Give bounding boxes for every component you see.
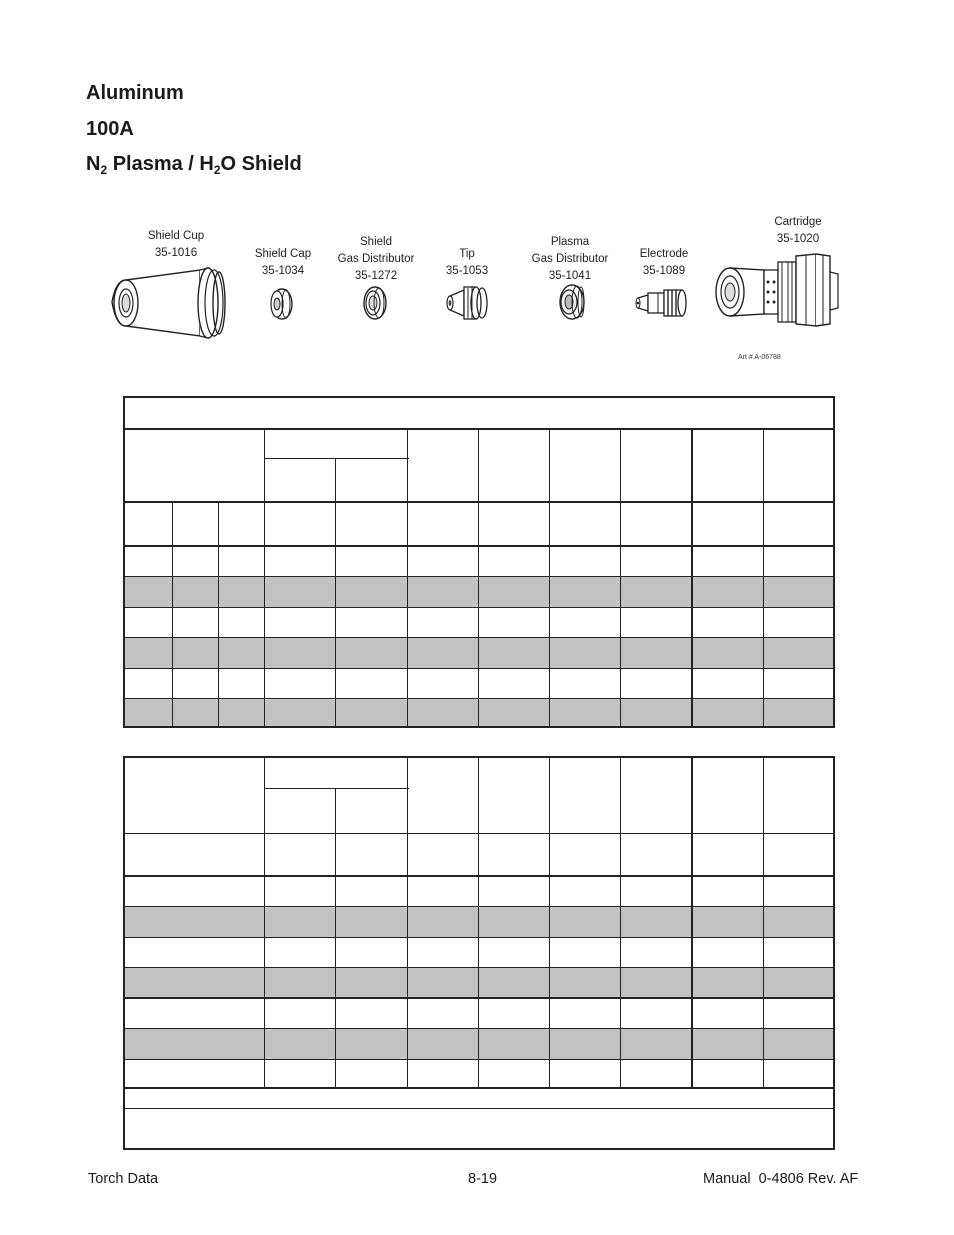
part-label-shield-cup: Shield Cup 35-1016 bbox=[147, 230, 205, 259]
plasma-gas-distributor-drawing bbox=[554, 282, 590, 322]
part-label-shield-cap: Shield Cap 35-1034 bbox=[254, 248, 312, 277]
part-label-electrode: Electrode 35-1089 bbox=[639, 248, 689, 277]
table-row bbox=[125, 907, 833, 937]
amperage-heading: 100A bbox=[86, 118, 134, 140]
part-label-shield-gas-distributor: Shield Gas Distributor 35-1272 bbox=[337, 236, 415, 282]
table-row bbox=[125, 638, 833, 668]
footer-manual-number: Manual 0-4806 Rev. AF bbox=[703, 1171, 859, 1187]
footer-page-number: 8-19 bbox=[468, 1171, 498, 1187]
material-heading: Aluminum bbox=[86, 82, 184, 104]
art-number: Art # A-06788 bbox=[738, 354, 781, 361]
table-cutting-parameters bbox=[123, 396, 835, 728]
gas-heading: $N_2$ Plasma / $H_2O$ Shield bbox=[86, 153, 302, 177]
table-row bbox=[125, 577, 833, 607]
part-label-cartridge: Cartridge 35-1020 bbox=[774, 216, 822, 245]
footer-section: Torch Data bbox=[88, 1171, 159, 1187]
table-row bbox=[125, 699, 833, 726]
shield-cap-drawing bbox=[266, 286, 298, 322]
part-label-tip: Tip 35-1053 bbox=[445, 248, 489, 277]
shield-cup-drawing bbox=[108, 266, 228, 342]
shield-gas-distributor-drawing bbox=[360, 284, 390, 322]
electrode-drawing bbox=[634, 286, 690, 320]
tip-drawing bbox=[444, 284, 492, 322]
table-gas-settings bbox=[123, 756, 835, 1150]
cartridge-drawing bbox=[712, 252, 844, 328]
table-row bbox=[125, 968, 833, 998]
part-label-plasma-gas-distributor: Plasma Gas Distributor 35-1041 bbox=[531, 236, 609, 282]
table-row bbox=[125, 1029, 833, 1059]
